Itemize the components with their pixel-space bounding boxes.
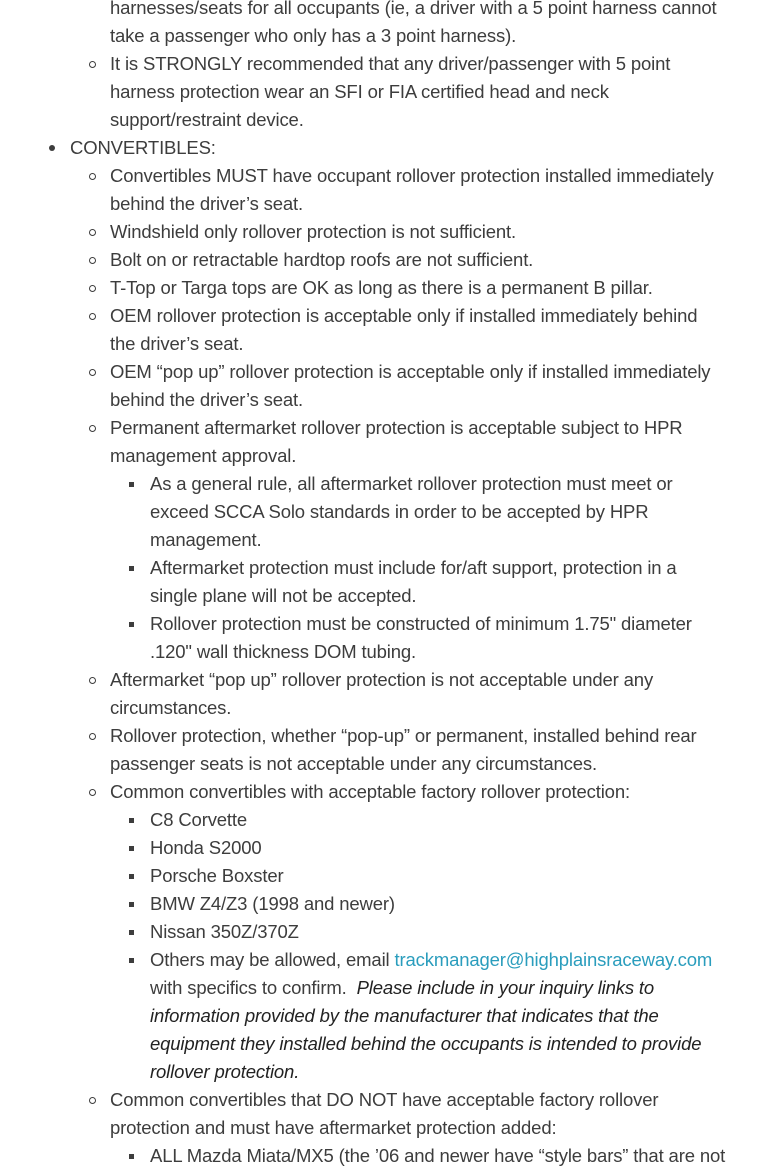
text-line: As a general rule, all aftermarket rollover protection must meet or — [150, 473, 673, 494]
list-item-level-1 — [0, 134, 770, 162]
email-link[interactable]: trackmanager@highplainsraceway.com — [394, 949, 713, 970]
circle-bullet-icon — [89, 733, 96, 740]
text-line: ALL Mazda Miata/MX5 (the ’06 and newer have “style bars” that are not — [150, 1145, 726, 1166]
text-segment: Others may be allowed, email — [150, 949, 395, 970]
text-line: .120" wall thickness DOM tubing. — [150, 641, 417, 662]
list-item-level-2 — [0, 666, 770, 722]
square-bullet-icon — [129, 818, 134, 823]
list-item-level-3 — [0, 610, 770, 666]
text-line: management approval. — [110, 445, 297, 466]
emphasized-text: information provided by the manufacturer that indicates that the — [150, 1005, 659, 1026]
circle-bullet-icon — [89, 257, 96, 264]
circle-bullet-icon — [89, 677, 96, 684]
emphasized-text: equipment they installed behind the occupants is intended to provide — [150, 1033, 702, 1054]
square-bullet-icon — [129, 930, 134, 935]
list-item-level-2 — [0, 162, 770, 218]
text-line: management. — [150, 529, 262, 550]
list-item-level-2 — [0, 1086, 770, 1142]
list-item-level-3 — [0, 554, 770, 610]
square-bullet-icon — [129, 846, 134, 851]
square-bullet-icon — [129, 482, 134, 487]
text-line: exceed SCCA Solo standards in order to be accepted by HPR — [150, 501, 649, 522]
list-item-level-3 — [0, 806, 770, 834]
text-line: Aftermarket protection must include for/aft support, protection in a — [150, 557, 677, 578]
text-line: OEM rollover protection is acceptable only if installed immediately behind — [110, 305, 698, 326]
text-line: passenger seats is not acceptable under any circumstances. — [110, 753, 597, 774]
list-item-level-2 — [0, 0, 770, 50]
text-line — [150, 1002, 770, 1030]
text-line: single plane will not be accepted. — [150, 585, 417, 606]
list-item-level-3 — [0, 1142, 770, 1170]
text-line: CONVERTIBLES: — [70, 137, 216, 158]
square-bullet-icon — [129, 1154, 134, 1159]
circle-bullet-icon — [89, 173, 96, 180]
text-line: Permanent aftermarket rollover protection is acceptable subject to HPR — [110, 417, 683, 438]
circle-bullet-icon — [89, 369, 96, 376]
circle-bullet-icon — [89, 313, 96, 320]
circle-bullet-icon — [89, 1097, 96, 1104]
list-item-level-2 — [0, 274, 770, 302]
emphasized-text: rollover protection. — [150, 1061, 300, 1082]
text-line — [150, 974, 770, 1002]
list-item-level-3 — [0, 834, 770, 862]
list-item-level-3 — [0, 470, 770, 554]
text-line: harness protection wear an SFI or FIA certified head and neck — [110, 81, 609, 102]
text-line: the driver’s seat. — [110, 333, 244, 354]
square-bullet-icon — [129, 902, 134, 907]
emphasized-text: Please include in your inquiry links to — [356, 977, 655, 998]
square-bullet-icon — [129, 566, 134, 571]
list-item-level-3 — [0, 918, 770, 946]
list-item-level-2 — [0, 414, 770, 470]
text-line: Rollover protection must be constructed of minimum 1.75" diameter — [150, 613, 692, 634]
text-line: C8 Corvette — [150, 809, 248, 830]
list-item-level-2 — [0, 778, 770, 806]
list-item-level-2 — [0, 302, 770, 358]
text-line: OEM “pop up” rollover protection is acceptable only if installed immediately — [110, 361, 711, 382]
text-line: Common convertibles that DO NOT have acceptable factory rollover — [110, 1089, 659, 1110]
text-line: Common convertibles with acceptable factory rollover protection: — [110, 781, 630, 802]
list-item-level-3 — [0, 890, 770, 918]
text-line: harnesses/seats for all occupants (ie, a driver with a 5 point harness cannot — [110, 0, 717, 18]
square-bullet-icon — [129, 622, 134, 627]
text-line: Porsche Boxster — [150, 865, 284, 886]
text-line: It is STRONGLY recommended that any driver/passenger with 5 point — [110, 53, 671, 74]
text-line — [150, 1030, 770, 1058]
list-item-level-2 — [0, 358, 770, 414]
text-line — [150, 946, 770, 974]
text-line: Bolt on or retractable hardtop roofs are not sufficient. — [110, 249, 534, 270]
list-item-level-3 — [0, 946, 770, 1086]
text-line: T-Top or Targa tops are OK as long as there is a permanent B pillar. — [110, 277, 653, 298]
disc-bullet-icon — [49, 145, 55, 151]
square-bullet-icon — [129, 958, 134, 963]
text-line: Honda S2000 — [150, 837, 262, 858]
circle-bullet-icon — [89, 789, 96, 796]
list-item-level-3 — [0, 862, 770, 890]
circle-bullet-icon — [89, 285, 96, 292]
text-segment: with specifics to confirm. — [150, 977, 357, 998]
text-line: behind the driver’s seat. — [110, 193, 304, 214]
square-bullet-icon — [129, 874, 134, 879]
text-line: support/restraint device. — [110, 109, 304, 130]
text-line: BMW Z4/Z3 (1998 and newer) — [150, 893, 395, 914]
list-item-level-2 — [0, 246, 770, 274]
circle-bullet-icon — [89, 229, 96, 236]
text-line: Aftermarket “pop up” rollover protection is not acceptable under any — [110, 669, 654, 690]
list-item-level-2 — [0, 50, 770, 134]
text-line: Windshield only rollover protection is not sufficient. — [110, 221, 516, 242]
list-item-level-2 — [0, 722, 770, 778]
list-item-level-2 — [0, 218, 770, 246]
text-line: Nissan 350Z/370Z — [150, 921, 299, 942]
text-line: behind the driver’s seat. — [110, 389, 304, 410]
text-line: protection and must have aftermarket protection added: — [110, 1117, 557, 1138]
text-line — [150, 1058, 770, 1086]
text-line: Rollover protection, whether “pop-up” or permanent, installed behind rear — [110, 725, 697, 746]
text-line: circumstances. — [110, 697, 232, 718]
circle-bullet-icon — [89, 61, 96, 68]
text-line: Convertibles MUST have occupant rollover protection installed immediately — [110, 165, 714, 186]
circle-bullet-icon — [89, 425, 96, 432]
text-line: take a passenger who only has a 3 point harness). — [110, 25, 517, 46]
